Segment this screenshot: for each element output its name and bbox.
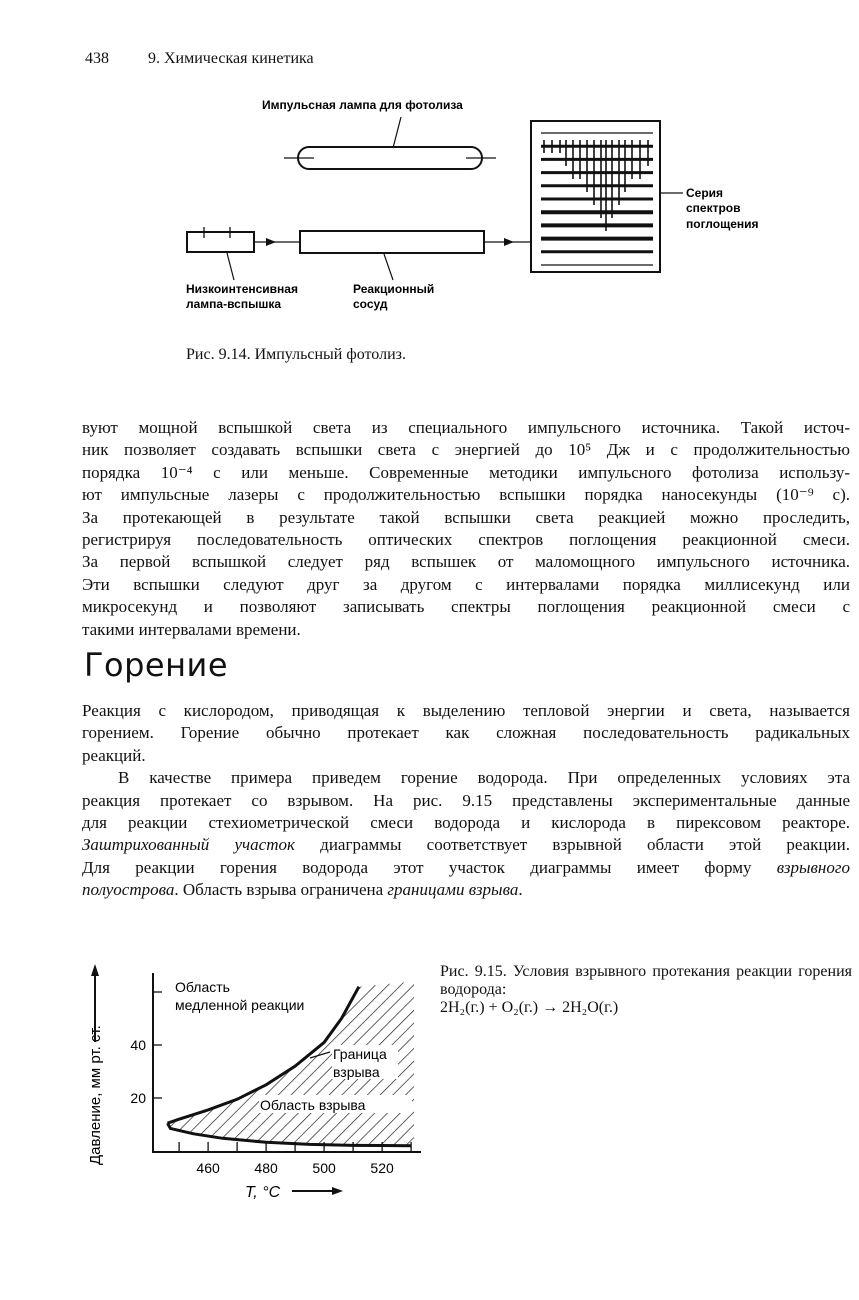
arrow-up-icon xyxy=(91,964,99,976)
x-tick-label: 460 xyxy=(196,1160,220,1176)
label-low-lamp: лампа-вспышка xyxy=(186,297,282,311)
text-segment: . Область взрыва ограничена xyxy=(174,880,388,900)
text-segment: такими интервалами времени. xyxy=(82,619,301,639)
text-segment: вуют мощной вспышкой света из специального импульсного источника. Такой источ- xyxy=(82,418,850,437)
arrow-icon xyxy=(266,238,276,246)
paragraph-photolysis xyxy=(82,417,850,641)
annotation-boundary: взрыва xyxy=(333,1064,380,1080)
figure-flash-photolysis xyxy=(0,0,859,380)
reaction-equation: 2H₂(г.) + O₂(г.) → 2H₂O(г.) xyxy=(440,999,619,1016)
section-heading: Горение xyxy=(84,646,228,684)
label-spectra: спектров xyxy=(686,201,741,215)
text-line xyxy=(82,857,850,879)
annotation-boundary: Граница xyxy=(333,1046,387,1062)
text-line xyxy=(82,462,850,484)
label-vessel: Реакционный xyxy=(353,282,435,296)
text-line xyxy=(82,790,850,812)
caption-text: Рис. 9.15. Условия взрывного протекания реакции горения водорода: xyxy=(440,963,852,998)
y-axis-label: Давление, мм рт. ст. xyxy=(87,1025,104,1165)
emphasis-text: полуострова xyxy=(82,880,175,900)
emphasis-text: Заштрихованный участок xyxy=(82,835,295,855)
y-tick-label: 40 xyxy=(130,1037,146,1053)
text-segment: ют импульсные лазеры с продолжительностью вспышки порядка наносекунды (10⁻⁹ с). xyxy=(82,485,850,505)
text-segment: реакций. xyxy=(82,745,146,765)
text-segment: Для реакции горения водорода этот участок диаграммы имеет форму xyxy=(82,857,777,877)
text-line xyxy=(82,767,850,789)
annotation-slow-region: медленной реакции xyxy=(175,997,305,1013)
x-tick-label: 500 xyxy=(312,1160,336,1176)
annotation-slow-region: Область xyxy=(175,979,230,995)
x-tick-label: 520 xyxy=(370,1160,394,1176)
x-axis-label: T, °C xyxy=(245,1184,281,1201)
text-line xyxy=(82,417,850,439)
label-low-lamp: Низкоинтенсивная xyxy=(186,282,298,296)
text-line xyxy=(82,879,850,901)
text-segment: для реакции стехиометрической смеси водорода и кислорода в пирексовом реакторе. xyxy=(82,812,850,832)
text-segment: За первой вспышкой следует ряд вспышек от маломощного импульсного источника. xyxy=(82,552,850,572)
text-line xyxy=(82,439,850,461)
text-segment: порядка 10⁻⁴ с или меньше. Современные методики импульсного фотолиза использу- xyxy=(82,462,850,482)
text-segment: В качестве примера приведем горение водорода. При определенных условиях эта xyxy=(118,768,850,788)
text-line xyxy=(82,812,850,834)
text-segment: микросекунд и позволяют записывать спектры поглощения реакционной смеси с xyxy=(82,597,850,617)
figure-explosion-limits-chart xyxy=(0,940,440,1210)
text-segment: За протекающей в результате такой вспышки света реакцией можно проследить, xyxy=(82,507,850,527)
text-line xyxy=(82,745,850,767)
annotation-explosion-region: Область взрыва xyxy=(260,1097,366,1113)
absorption-spectra xyxy=(541,133,653,265)
label-photolysis-lamp: Импульсная лампа для фотолиза xyxy=(262,98,463,112)
text-line xyxy=(82,596,850,618)
text-line xyxy=(82,700,850,722)
text-line xyxy=(82,551,850,573)
photolysis-lamp-tube xyxy=(298,147,482,169)
label-vessel: сосуд xyxy=(353,297,388,311)
text-segment: Реакция с кислородом, приводящая к выделению тепловой энергии и света, называется xyxy=(82,701,850,720)
figure-caption-9-14: Рис. 9.14. Импульсный фотолиз. xyxy=(186,346,406,363)
reaction-vessel xyxy=(300,231,484,253)
text-line xyxy=(82,574,850,596)
text-segment: регистрируя последовательность оптических спектров поглощения реакционной смеси. xyxy=(82,529,850,549)
text-segment: горением. Горение обычно протекает как сложная последовательность радикальных xyxy=(82,723,850,743)
text-line xyxy=(82,834,850,856)
text-line xyxy=(82,507,850,529)
y-tick-label: 20 xyxy=(130,1090,146,1106)
text-line xyxy=(82,722,850,744)
arrow-icon xyxy=(504,238,514,246)
text-line xyxy=(82,484,850,506)
x-tick-label: 480 xyxy=(254,1160,278,1176)
text-segment: диаграммы соответствует взрывной области этой реакции. xyxy=(294,835,850,855)
text-segment: Эти вспышки следуют друг за другом с интервалами порядка миллисекунд или xyxy=(82,574,850,594)
paragraph-combustion xyxy=(82,700,850,902)
text-segment: . xyxy=(518,880,523,900)
text-segment: реакция протекает со взрывом. На рис. 9.15 представлены экспериментальные данные xyxy=(82,790,850,810)
arrow-right-icon xyxy=(332,1187,343,1195)
text-segment: ник позволяет создавать вспышки света с энергией до 10⁵ Дж и с продолжительностью xyxy=(82,440,850,460)
text-line xyxy=(82,529,850,551)
text-line xyxy=(82,619,850,641)
low-intensity-lamp xyxy=(187,232,254,252)
label-spectra: Серия xyxy=(686,186,724,200)
emphasis-text: границами взрыва xyxy=(387,880,519,900)
page-number: 438 xyxy=(85,50,109,67)
emphasis-text: взрывного xyxy=(776,857,850,877)
running-header: 9. Химическая кинетика xyxy=(148,50,314,67)
label-spectra: поглощения xyxy=(686,217,759,231)
figure-caption-9-15 xyxy=(440,963,852,1017)
